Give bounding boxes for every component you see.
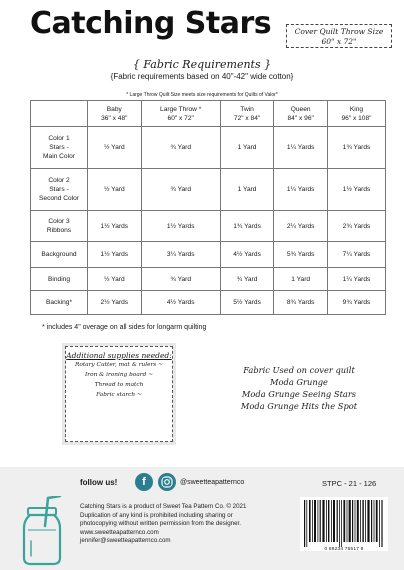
table-cell: ½ Yard — [88, 169, 142, 211]
table-cell: 2¾ Yards — [327, 211, 385, 242]
table-row — [31, 242, 386, 268]
pattern-title: Catching Stars — [30, 6, 272, 41]
table-row — [31, 291, 386, 315]
copyright-line: Catching Stars is a product of Sweet Tea Pattern Co. © 2021 — [80, 503, 247, 510]
table-cell: 4½ Yards — [141, 291, 220, 315]
table-cell: 1½ Yards — [327, 169, 385, 211]
table-row — [31, 268, 386, 291]
requirements-subtitle: {Fabric requirements based on 40"-42" wide cotton} — [110, 72, 294, 81]
table-cell: 1½ Yards — [141, 211, 220, 242]
instagram-icon[interactable] — [158, 473, 176, 491]
cover-size-dims: 60" x 72" — [321, 37, 357, 46]
header-large-throw: Large Throw * 60" x 72" — [141, 101, 220, 127]
copyright-block — [80, 503, 290, 546]
table-cell: 4½ Yards — [220, 242, 274, 268]
table-cell: 5¾ Yards — [274, 242, 328, 268]
fabric-used-line: Moda Grunge Hits the Spot — [240, 401, 358, 411]
table-cell: 1 Yard — [220, 169, 274, 211]
fabric-used-line: Moda Grunge — [270, 377, 328, 387]
header-queen: Queen 84" x 96" — [274, 101, 328, 127]
table-cell: 3¼ Yards — [141, 242, 220, 268]
supplies-title: Additional supplies needed: — [66, 351, 172, 360]
table-cell: 1½ Yards — [88, 242, 142, 268]
table-cell: ½ Yard — [88, 127, 142, 169]
supplies-item: Thread to match — [94, 382, 144, 388]
social-handle[interactable]: @sweetteapatternco — [180, 479, 245, 486]
supplies-box — [62, 343, 176, 445]
row-label: Backing* — [31, 291, 88, 315]
table-cell: 7¼ Yards — [327, 242, 385, 268]
mason-jar-icon — [18, 496, 68, 566]
table-cell: 1½ Yards — [88, 211, 142, 242]
email-link[interactable]: jennifer@sweetteapatternco.com — [80, 537, 171, 544]
supplies-item: Rotary Cutter, mat & rulers ~ — [75, 362, 163, 368]
pattern-code: STPC - 21 - 126 — [322, 479, 377, 488]
row-label: Color 1 Stars - Main Color — [31, 127, 88, 169]
table-header-row — [31, 101, 386, 127]
table-cell: 1¼ Yards — [327, 268, 385, 291]
row-label: Background — [31, 242, 88, 268]
table-cell: ¾ Yard — [141, 127, 220, 169]
fabric-requirements-table — [30, 100, 386, 315]
row-label: Color 3 Ribbons — [31, 211, 88, 242]
overage-note: * includes 4" overage on all sides for longarm quilting — [42, 324, 207, 331]
copyright-line: Duplication of any kind is prohibited including sharing or — [80, 511, 233, 519]
barcode-icon — [300, 497, 388, 551]
table-cell: 1 Yard — [220, 127, 274, 169]
website-link[interactable]: www.sweetteapatternco.com — [80, 528, 159, 536]
table-cell: 5½ Yards — [220, 291, 274, 315]
header-twin: Twin 72" x 84" — [220, 101, 274, 127]
table-cell: ¾ Yard — [141, 169, 220, 211]
fabric-used-line: Fabric Used on cover quilt — [243, 365, 355, 375]
table-row — [31, 169, 386, 211]
table-cell: 8¾ Yards — [274, 291, 328, 315]
table-cell: 1¼ Yards — [274, 169, 328, 211]
fabric-used-block — [212, 364, 386, 412]
table-row — [31, 127, 386, 169]
supplies-item: Fabric starch ~ — [96, 392, 142, 398]
table-cell: ¾ Yard — [220, 268, 274, 291]
table-cell: 9¾ Yards — [327, 291, 385, 315]
table-cell: ¾ Yard — [141, 268, 220, 291]
supplies-card — [65, 346, 173, 442]
copyright-line: photocopying without written permission from the designer. — [80, 520, 241, 527]
follow-us-label: follow us! — [80, 478, 118, 487]
header-king: King 96" x 108" — [327, 101, 385, 127]
table-row — [31, 211, 386, 242]
table-cell: 1¼ Yards — [274, 127, 328, 169]
fabric-used-line: Moda Grunge Seeing Stars — [241, 389, 357, 399]
table-cell: 2¼ Yards — [274, 211, 328, 242]
requirements-title: { Fabric Requirements } — [132, 58, 272, 71]
table-cell: 1¾ Yards — [220, 211, 274, 242]
table-corner-cell — [31, 101, 88, 127]
barcode-number: 0 88234 76517 9 — [324, 547, 364, 552]
quilts-of-valor-note: * Large Throw Quilt Size meets size requirements for Quilts of Valor* — [126, 92, 278, 98]
cover-size-box — [286, 24, 392, 48]
table-cell: ½ Yard — [88, 268, 142, 291]
facebook-icon[interactable]: f — [135, 473, 153, 491]
row-label: Color 2 Stars - Second Color — [31, 169, 88, 211]
header-baby: Baby 36" x 48" — [88, 101, 142, 127]
row-label: Binding — [31, 268, 88, 291]
table-cell: 2½ Yards — [88, 291, 142, 315]
cover-size-label: Cover Quilt Throw Size — [294, 27, 384, 36]
supplies-item: Iron & ironing board ~ — [85, 372, 153, 378]
table-cell: 1¾ Yards — [327, 127, 385, 169]
table-cell: 1 Yard — [274, 268, 328, 291]
